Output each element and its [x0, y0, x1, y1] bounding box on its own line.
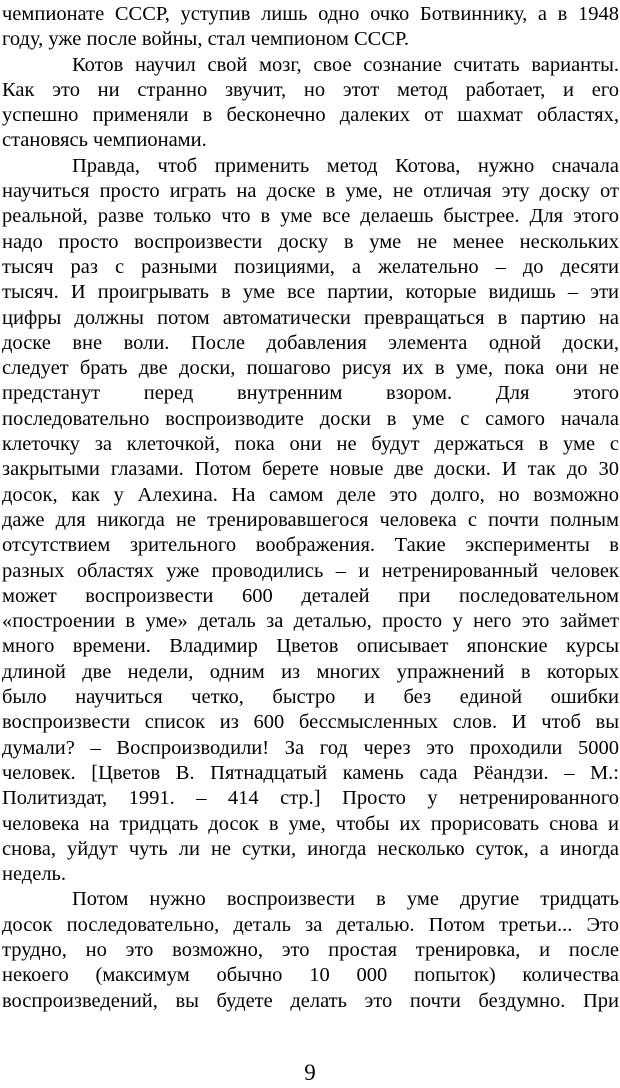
- text-line: человек. [Цветов В. Пятнадцатый камень сада Рёандзи. – М.:: [2, 761, 619, 784]
- text-line: последовательно воспроизводите доски в уме с самого начала: [2, 407, 619, 430]
- text-line: Политиздат, 1991. – 414 стр.] Просто у нетренированного: [2, 787, 619, 810]
- text-line: Потом нужно воспроизвести в уме другие тридцать: [72, 888, 619, 911]
- text-line: досок последовательно, деталь за деталью. Потом третьи... Это: [2, 913, 619, 936]
- page-number: 9: [304, 1060, 316, 1085]
- text-line: реальной, разве только что в уме все делаешь быстрее. Для этого: [2, 205, 619, 228]
- text-line: закрытыми глазами. Потом берете новые две доски. И так до 30: [2, 458, 619, 481]
- text-line: много времени. Владимир Цветов описывает японские курсы: [2, 635, 619, 658]
- text-line: даже для никогда не тренировавшегося человека с почти полным: [2, 508, 619, 531]
- text-line: надо просто воспроизвести доску в уме не менее нескольких: [2, 230, 619, 253]
- text-line: воспроизвести список из 600 бессмысленных слов. И чтоб вы: [2, 711, 619, 734]
- text-line: некоего (максимум обычно 10 000 попыток) количества: [2, 964, 619, 987]
- text-line: разных областях уже проводились – и нетренированный человек: [2, 559, 619, 582]
- text-line: недель.: [2, 863, 67, 886]
- text-line: «построении в уме» деталь за деталью, просто у него это займет: [2, 610, 619, 633]
- text-line: успешно применяли в бесконечно далеких от шахмат областях,: [2, 104, 619, 127]
- text-line: длиной две недели, одним из многих упражнений в которых: [2, 660, 619, 683]
- text-line: следует брать две доски, пошагово рисуя их в уме, пока они не: [2, 357, 619, 380]
- text-line: тысяч раз с разными позициями, а желательно – до десяти: [2, 255, 619, 278]
- text-line: цифры должны потом автоматически превращаться в партию на: [2, 306, 619, 329]
- text-line: снова, уйдут чуть ли не сутки, иногда несколько суток, а иногда: [2, 837, 619, 860]
- text-line: чемпионате СССР, уступив лишь одно очко Ботвиннику, а в 1948: [2, 3, 619, 25]
- text-line: предстанут перед внутренним взором. Для этого: [2, 382, 619, 405]
- text-line: было научиться четко, быстро и без единой ошибки: [2, 686, 619, 709]
- text-line: научиться просто играть на доске в уме, не отличая эту доску от: [2, 180, 619, 203]
- text-line: досок, как у Алехина. На самом деле это долго, но возможно: [2, 483, 619, 506]
- text-line: трудно, но это возможно, это простая тренировка, и после: [2, 938, 619, 961]
- text-line: Правда, чтоб применить метод Котова, нужно сначала: [72, 154, 619, 177]
- text-line: может воспроизвести 600 деталей при последовательном: [2, 584, 619, 607]
- text-line: думали? – Воспроизводили! За год через это проходили 5000: [2, 736, 619, 759]
- text-line: человека на тридцать досок в уме, чтобы их прорисовать снова и: [2, 812, 619, 835]
- text-line: отсутствием зрительного воображения. Такие эксперименты в: [2, 534, 619, 557]
- text-line: клеточку за клеточкой, пока они не будут держаться в уме с: [2, 433, 619, 456]
- body-text: [2, 2, 619, 1014]
- text-line: году, уже после войны, стал чемпионом СССР.: [2, 28, 409, 51]
- text-line: становясь чемпионами.: [2, 129, 207, 152]
- text-line: доске вне воли. После добавления элемента одной доски,: [2, 331, 619, 354]
- text-line: Котов научил свой мозг, свое сознание считать варианты.: [72, 53, 619, 76]
- text-line: тысяч. И проигрывать в уме все партии, которые видишь – эти: [2, 281, 619, 304]
- text-line: Как это ни странно звучит, но этот метод работает, и его: [2, 78, 619, 101]
- text-line: воспроизведений, вы будете делать это почти бездумно. При: [2, 989, 619, 1012]
